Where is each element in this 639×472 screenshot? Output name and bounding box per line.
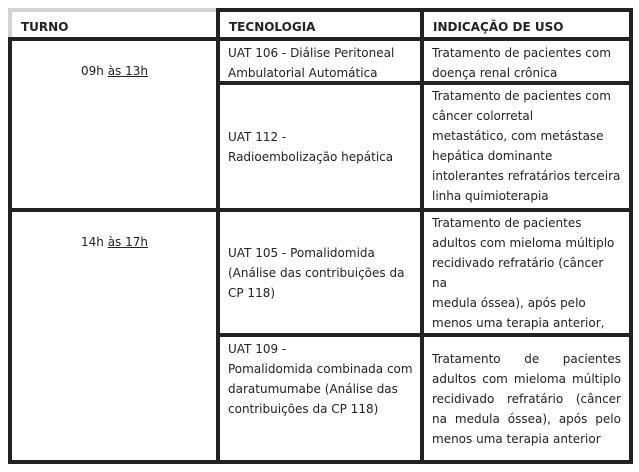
header-tecnologia-label: TECNOLOGIA	[229, 20, 316, 34]
indicacao-cell-uat105	[420, 208, 633, 337]
tecnologia-line: Radioembolização hepática	[228, 149, 394, 164]
indicacao-line: adultos com mieloma múltiplo	[432, 236, 615, 250]
tecnologia-line: UAT 112 -	[228, 129, 287, 144]
turno-end: 17h	[125, 235, 148, 249]
turno-cell-morning	[8, 37, 220, 212]
indicacao-line: hepática dominante	[432, 149, 553, 163]
indicacao-paragraph: Tratamento de pacientes adultos com mieloma múltiplo recidivado refratário (câncer na medula óssea), após pelo menos uma terapia anterior	[432, 352, 621, 446]
schedule-table	[8, 8, 633, 464]
tecnologia-line: Ambulatorial Automática	[228, 66, 378, 80]
tecnologia-line: UAT 105 - Pomalidomida	[228, 245, 375, 260]
tecnologia-line: daratumumabe (Análise das	[228, 382, 398, 396]
indicacao-line: linha quimioterapia	[432, 189, 549, 203]
indicacao-line: Tratamento de pacientes com	[432, 89, 611, 103]
indicacao-cell-uat112	[420, 81, 633, 212]
tecnologia-line: contribuições da CP 118)	[228, 402, 379, 416]
turno-start: 09h	[80, 64, 104, 78]
indicacao-line: medula óssea), após pelo	[432, 296, 586, 310]
indicacao-line: menos uma terapia anterior,	[432, 316, 605, 330]
tecnologia-line: Pomalidomida combinada com	[228, 362, 413, 376]
turno-sep: às	[107, 235, 122, 249]
indicacao-line: doença renal crônica	[432, 66, 558, 80]
turno-cell-afternoon	[8, 208, 220, 464]
indicacao-line: câncer colorretal	[432, 109, 534, 123]
indicacao-line: intolerantes refratários terceira	[432, 169, 621, 183]
tecnologia-line: UAT 109 -	[228, 342, 287, 356]
tecnologia-cell-uat105	[216, 208, 424, 337]
tecnologia-cell-uat109	[216, 333, 424, 464]
header-indicacao-label: INDICAÇÃO DE USO	[433, 20, 564, 34]
turno-end: 13h	[125, 64, 148, 78]
turno-sep: às	[107, 64, 122, 78]
tecnologia-cell-uat112	[216, 81, 424, 212]
indicacao-line: recidivado refratário (câncer na	[432, 256, 604, 290]
turno-start: 14h	[80, 235, 104, 249]
indicacao-line: Tratamento de pacientes com	[432, 46, 611, 60]
tecnologia-cell-uat106	[216, 37, 424, 85]
tecnologia-line: CP 118)	[228, 285, 276, 300]
indicacao-line: Tratamento de pacientes	[432, 216, 582, 230]
indicacao-cell-uat106	[420, 37, 633, 85]
indicacao-cell-uat109	[420, 333, 633, 464]
tecnologia-line: UAT 106 - Diálise Peritoneal	[228, 46, 395, 60]
tecnologia-line: (Análise das contribuições da	[228, 265, 405, 280]
header-turno-label: TURNO	[21, 20, 69, 34]
indicacao-line: metastático, com metástase	[432, 129, 604, 143]
